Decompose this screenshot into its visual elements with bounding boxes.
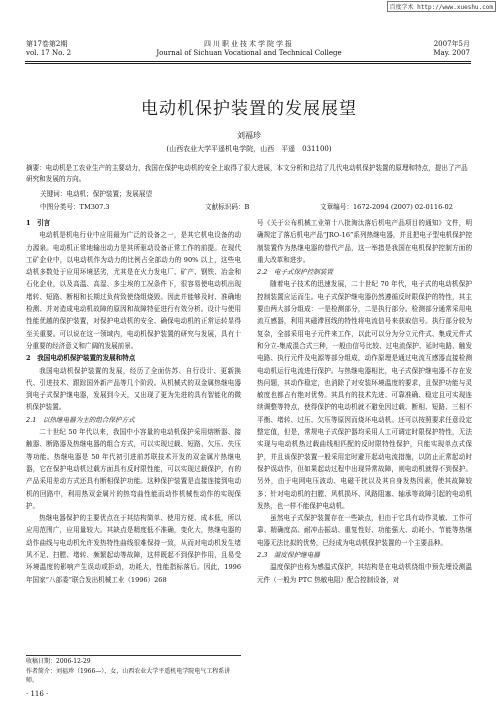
affiliation: (山西农业大学平遥机电学院，山西 平遥 031100) bbox=[166, 145, 332, 153]
article-number: 文章编号：1672-2094 (2007) 02-0116-02 bbox=[320, 203, 453, 211]
footnote bbox=[26, 655, 241, 686]
left-column bbox=[26, 217, 241, 586]
subsection-heading: 2.1 以热继电器为主的组合保护方式 bbox=[26, 415, 135, 424]
journal-name-cn: 四川职业技术学院学报 bbox=[204, 40, 294, 48]
journal-name-en: Journal of Sichuan Vocational and Technical College bbox=[156, 49, 342, 57]
paper-title: 电动机保护装置的发展展望 bbox=[141, 99, 357, 119]
issue-en: vol. 17 No. 2 bbox=[26, 49, 72, 57]
right-column bbox=[257, 217, 472, 586]
paragraph: 温度保护也称为感温式保护，其结构是在电动机绕组中预先埋设测温元件（一般为 PTC 热敏电阻）配合控制设备，对 bbox=[257, 563, 472, 584]
page-number: · 116 · bbox=[26, 690, 49, 698]
paragraph: 虽然电子式保护装置存在一些缺点，但由于它具有动作灵敏、工作可靠、精确度高、耐冲击振动、重复性好、功能强大、动耗小、节能等热继电器无法比拟的优势，已经成为电动机保护装置的一个主要品种。 bbox=[257, 514, 472, 547]
subsection-heading: 2.2 电子式保护控制装置 bbox=[257, 268, 333, 277]
paragraph: 二十世纪 50 年代以来，我国中小容量的电动机保护采用熔断器、接触器、断路器及热继电器的组合方式，可以实现过载、短路、欠压、失压等功能。热继电器是 50 年代初引进前苏联技术开发的双金属片热继电器，它在保护电动机过载方面具有反时限性能，可以实现过载保护，有的产品采用差动方式还具有断相保护功能。这种保护装置是直接连接到电动机的回路中，利用热双金属片的热弯曲性能而动作机械性动作的实现保护。 bbox=[26, 428, 241, 510]
header-rule bbox=[25, 61, 471, 62]
document-code: 文献标识码：B bbox=[205, 203, 250, 211]
author: 刘福珍 bbox=[237, 131, 261, 140]
date-en: May. 2007 bbox=[433, 49, 470, 57]
paragraph: 热继电器保护的主要优点在于其结构简单、使用方便、成本低，所以应用范围广，应用量较大。其缺点是精度低不准确，变化大，热继电器的动作曲线与电动机允许发热特性曲线很难保持一致，从而对电动机发生堵风不足、扫膛、堵转、频繁起动等故障，这样既起不到保护作用，且易受环境温度的影响产生误动或拒动，功耗大，性能指标落后。因此，1996 年国家“八部委”联合发出机械工业（1996）268 bbox=[26, 514, 241, 584]
keywords: 关键词：电动机；保护装置；发展展望 bbox=[40, 190, 153, 198]
paragraph: 电动机是机电行业中应用最为广泛的设备之一，是其它机电设备的动力源泉。电动机正常地输出动力是其所驱动设备正常工作的前提。在现代工矿企业中，以电动机作为动力的比例占全部动力的 90% 以上，这些电动机多数处于应用环境恶劣，尤其是在火力发电厂、矿产、钢铁、冶金和石化企业，以及高温、高湿、多尘埃的工况条件下，很容易使电动机出现堵转、短路、断相和长期过负荷致使绕组烧毁。因此并能够及时、准确地检测、并对造成电动机故障的原因和故障特征进行有效分析。设计与使用性能优越的保护装置，对保护电动机的安全、确保电动机的正常运转显得至关重要。可以说在这一领域内，电动机保护装置的研究与发展，具有十分重要的经济意义和广阔的发展前景。 bbox=[26, 231, 241, 350]
paragraph: 随着电子技术的迅速发展，二十世纪 70 年代，电子式的电动机保护控制装置应运而生。电子式保护继电器仍然遵循反时限保护的特性，其主要由两大部分组成：一是检测部分，二是执行部分。检测部分通常采用电流互感器，利用其磁滞回线的特性将电流信号来获取信号。执行部分较为复杂，全部采用电子元件来工作，以此可以分为分立元件式、集成元件式和分立-集成混合式三种，一般由信号比较、过电流保护、延时电路、触发电路、执行元件及电源等部分组成，动作原理是通过电流互感器直接检测电动机运行电流进行保护。与热继电器相比，电子式保护继电器不存在发热问题，其动作稳定，也消除了对安装环境温度的要求，且保护功能与灵敏度也都占有绝对优势。其具有的技术先进、可靠准确、稳定且可实现连续调整等特点，使得保护的电动机就不避免因过载、断相、短路、三相不平衡、堵转、过压、欠压等原因而烧坏电动机。还可以按照要求任意设定整定值，但是，常规电子式保护器均采用人工可调定时限保护特性，无法实现与电动机热过载曲线相匹配的反时限特性保护，只能实现单点式保护，并且该保护装置一般采用定时避开起动电流措施，以防止正常起动时保护误动作，但如果起动过程中出现异常故障，则电动机就得不到保护。另外，由于电网电压波动、电磁干扰以及其自身发热因素，使其故障较多；针对电动机的扫膛、风机损坏、风路阻塞、轴承等故障引起的电动机发热，也一样不能保护电动机。 bbox=[257, 280, 472, 510]
subsection-heading: 2.3 温度保护继电器 bbox=[257, 551, 320, 560]
header-rule-2 bbox=[25, 63, 471, 64]
paragraph: 号《关于公布机械工业第十八批淘汰落后机电产品项目的通知》文件，明确规定了落后机电产品“JRO-16”系列热继电器，并且把电子型电机保护控制装置作为热继电器的替代产品，这一举措是我国在电机保护控制方面的重大改革和进步。 bbox=[257, 219, 472, 264]
clc-number: 中图分类号：TM307.3 bbox=[40, 203, 110, 211]
journal-info bbox=[0, 40, 498, 58]
abstract: 摘要：电动机是工农业生产的主要动力，我国在保护电动机的安全上取得了很大进展，本文分析和总结了几代电动机保护装置的原理和特点，提出了产品研究和发展的方向。 bbox=[26, 164, 468, 183]
watermark-stamp: 百度学术 http://www.xueshu.com bbox=[387, 1, 496, 12]
author-bio: 作者简介：刘福珍（1966—），女，山西农业大学平遥机电学院电气工程系讲师。 bbox=[26, 667, 231, 684]
date-cn: 2007年5月 bbox=[433, 40, 470, 48]
paragraph: 我国电动机保护装置的发展，经历了全面仿苏、自行设计、更新换代、引进技术、跟踪国外新产品等几个阶段。从机械式的双金属热继电器到电子式保护继电器，发展到今天，又出现了更为先进的具有智能化的微机保护装置。 bbox=[26, 366, 241, 412]
section-heading: 2 我国电动机保护装置的发展和特点 bbox=[26, 354, 136, 363]
date-info bbox=[433, 40, 470, 58]
issue-cn: 第17卷第2期 bbox=[26, 40, 68, 48]
section-heading: 1 引言 bbox=[26, 219, 51, 227]
received-date: 收稿日期：2006-12-29 bbox=[26, 658, 91, 665]
